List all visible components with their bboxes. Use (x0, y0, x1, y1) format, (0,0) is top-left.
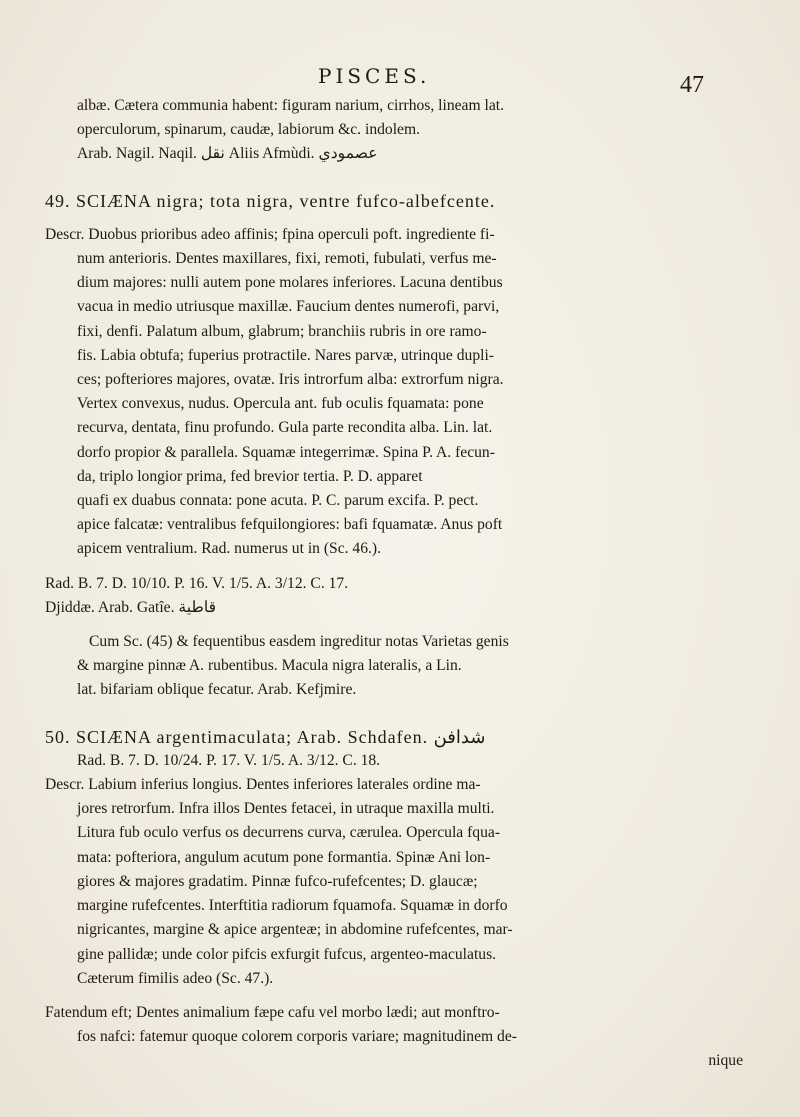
text-line: Cæterum fimilis adeo (Sc. 47.). (77, 969, 274, 987)
text-line: apicem ventralium. Rad. numerus ut in (Sc. 46.). (77, 540, 382, 558)
text-line: mata: pofteriora, angulum acutum pone formantia. Spinæ Ani lon- (77, 848, 491, 866)
text-line: dium majores: nulli autem pone molares inferiores. Lacuna dentibus (77, 274, 503, 292)
locality-line: Djiddæ. Arab. Gatîe. قاطية (45, 598, 217, 616)
text-line: & margine pinnæ A. rubentibus. Macula nigra lateralis, a Lin. (77, 657, 462, 675)
text-line: Descr. Duobus prioribus adeo affinis; fpina operculi poft. ingrediente fi- (45, 225, 495, 243)
text-line: albæ. Cætera communia habent: figuram narium, cirrhos, lineam lat. (77, 97, 504, 114)
catchword: nique (708, 1052, 743, 1070)
text-line: Vertex convexus, nudus. Opercula ant. fub oculis fquamata: pone (77, 395, 484, 413)
text-line: gine pallidæ; unde color pifcis exfurgit fufcus, argenteo-maculatus. (77, 945, 497, 963)
text-line: giores & majores gradatim. Pinnæ fufco-rufefcentes; D. glaucæ; (77, 872, 478, 890)
species-heading-49: 49. SCIÆNA nigra; tota nigra, ventre fufco-albefcente. (45, 190, 496, 211)
text-line: quafi ex duabus connata: pone acuta. P. C. parum excifa. P. pect. (77, 492, 479, 510)
running-head: PISCES. (318, 64, 431, 88)
text-line: da, triplo longior prima, fed brevior tertia. P. D. apparet (77, 467, 423, 485)
text-line: recurva, dentata, finu profundo. Gula parte recondita alba. Lin. lat. (77, 419, 493, 437)
text-line: vacua in medio utriusque maxillæ. Faucium dentes numerofi, parvi, (77, 298, 500, 316)
text-line: apice falcatæ: ventralibus fefquilongiores: bafi fquamatæ. Anus poft (77, 516, 503, 534)
text-line: Arab. Nagil. Naqil. نقل Aliis Afmùdi. عصمودي (77, 145, 378, 163)
text-line: fixi, denfi. Palatum album, glabrum; branchiis rubris in ore ramo- (77, 322, 487, 340)
body-text (45, 94, 755, 1074)
text-line: margine rufefcentes. Interftitia radiorum fquamofa. Squamæ in dorfo (77, 897, 508, 915)
text-line: Descr. Labium inferius longius. Dentes inferiores laterales ordine ma- (45, 776, 481, 794)
text-line: Cum Sc. (45) & fequentibus easdem ingreditur notas Varietas genis (89, 633, 509, 651)
text-line: num anterioris. Dentes maxillares, fixi, remoti, fubulati, verfus me- (77, 250, 497, 268)
page-number: 47 (680, 72, 704, 98)
text-line: lat. bifariam oblique fecatur. Arab. Kefjmire. (77, 681, 357, 699)
text-line: dorfo propior & parallela. Squamæ integerrimæ. Spina P. A. fecun- (77, 443, 495, 461)
fin-ray-formula: Rad. B. 7. D. 10/10. P. 16. V. 1/5. A. 3/12. C. 17. (45, 574, 349, 592)
fin-ray-formula: Rad. B. 7. D. 10/24. P. 17. V. 1/5. A. 3/12. C. 18. (77, 751, 381, 769)
text-line: nigricantes, margine & apice argenteæ; in abdomine rufefcentes, mar- (77, 921, 513, 939)
text-line: jores retrorfum. Infra illos Dentes fetacei, in utraque maxilla multi. (77, 800, 495, 818)
text-line: fos nafci: fatemur quoque colorem corporis variare; magnitudinem de- (77, 1028, 517, 1046)
text-line: fis. Labia obtufa; fuperius protractile. Nares parvæ, utrinque dupli- (77, 346, 495, 364)
text-line: Fatendum eft; Dentes animalium fæpe cafu vel morbo lædi; aut monftro- (45, 1003, 500, 1021)
text-line: Litura fub oculo verfus os decurrens curva, cærulea. Opercula fqua- (77, 824, 501, 842)
species-heading-50: 50. SCIÆNA argentimaculata; Arab. Schdafen. شدافن (45, 726, 486, 747)
text-line: operculorum, spinarum, caudæ, labiorum &c. indolem. (77, 121, 420, 139)
text-line: ces; pofteriores majores, ovatæ. Iris introrfum alba: extrorfum nigra. (77, 371, 504, 389)
